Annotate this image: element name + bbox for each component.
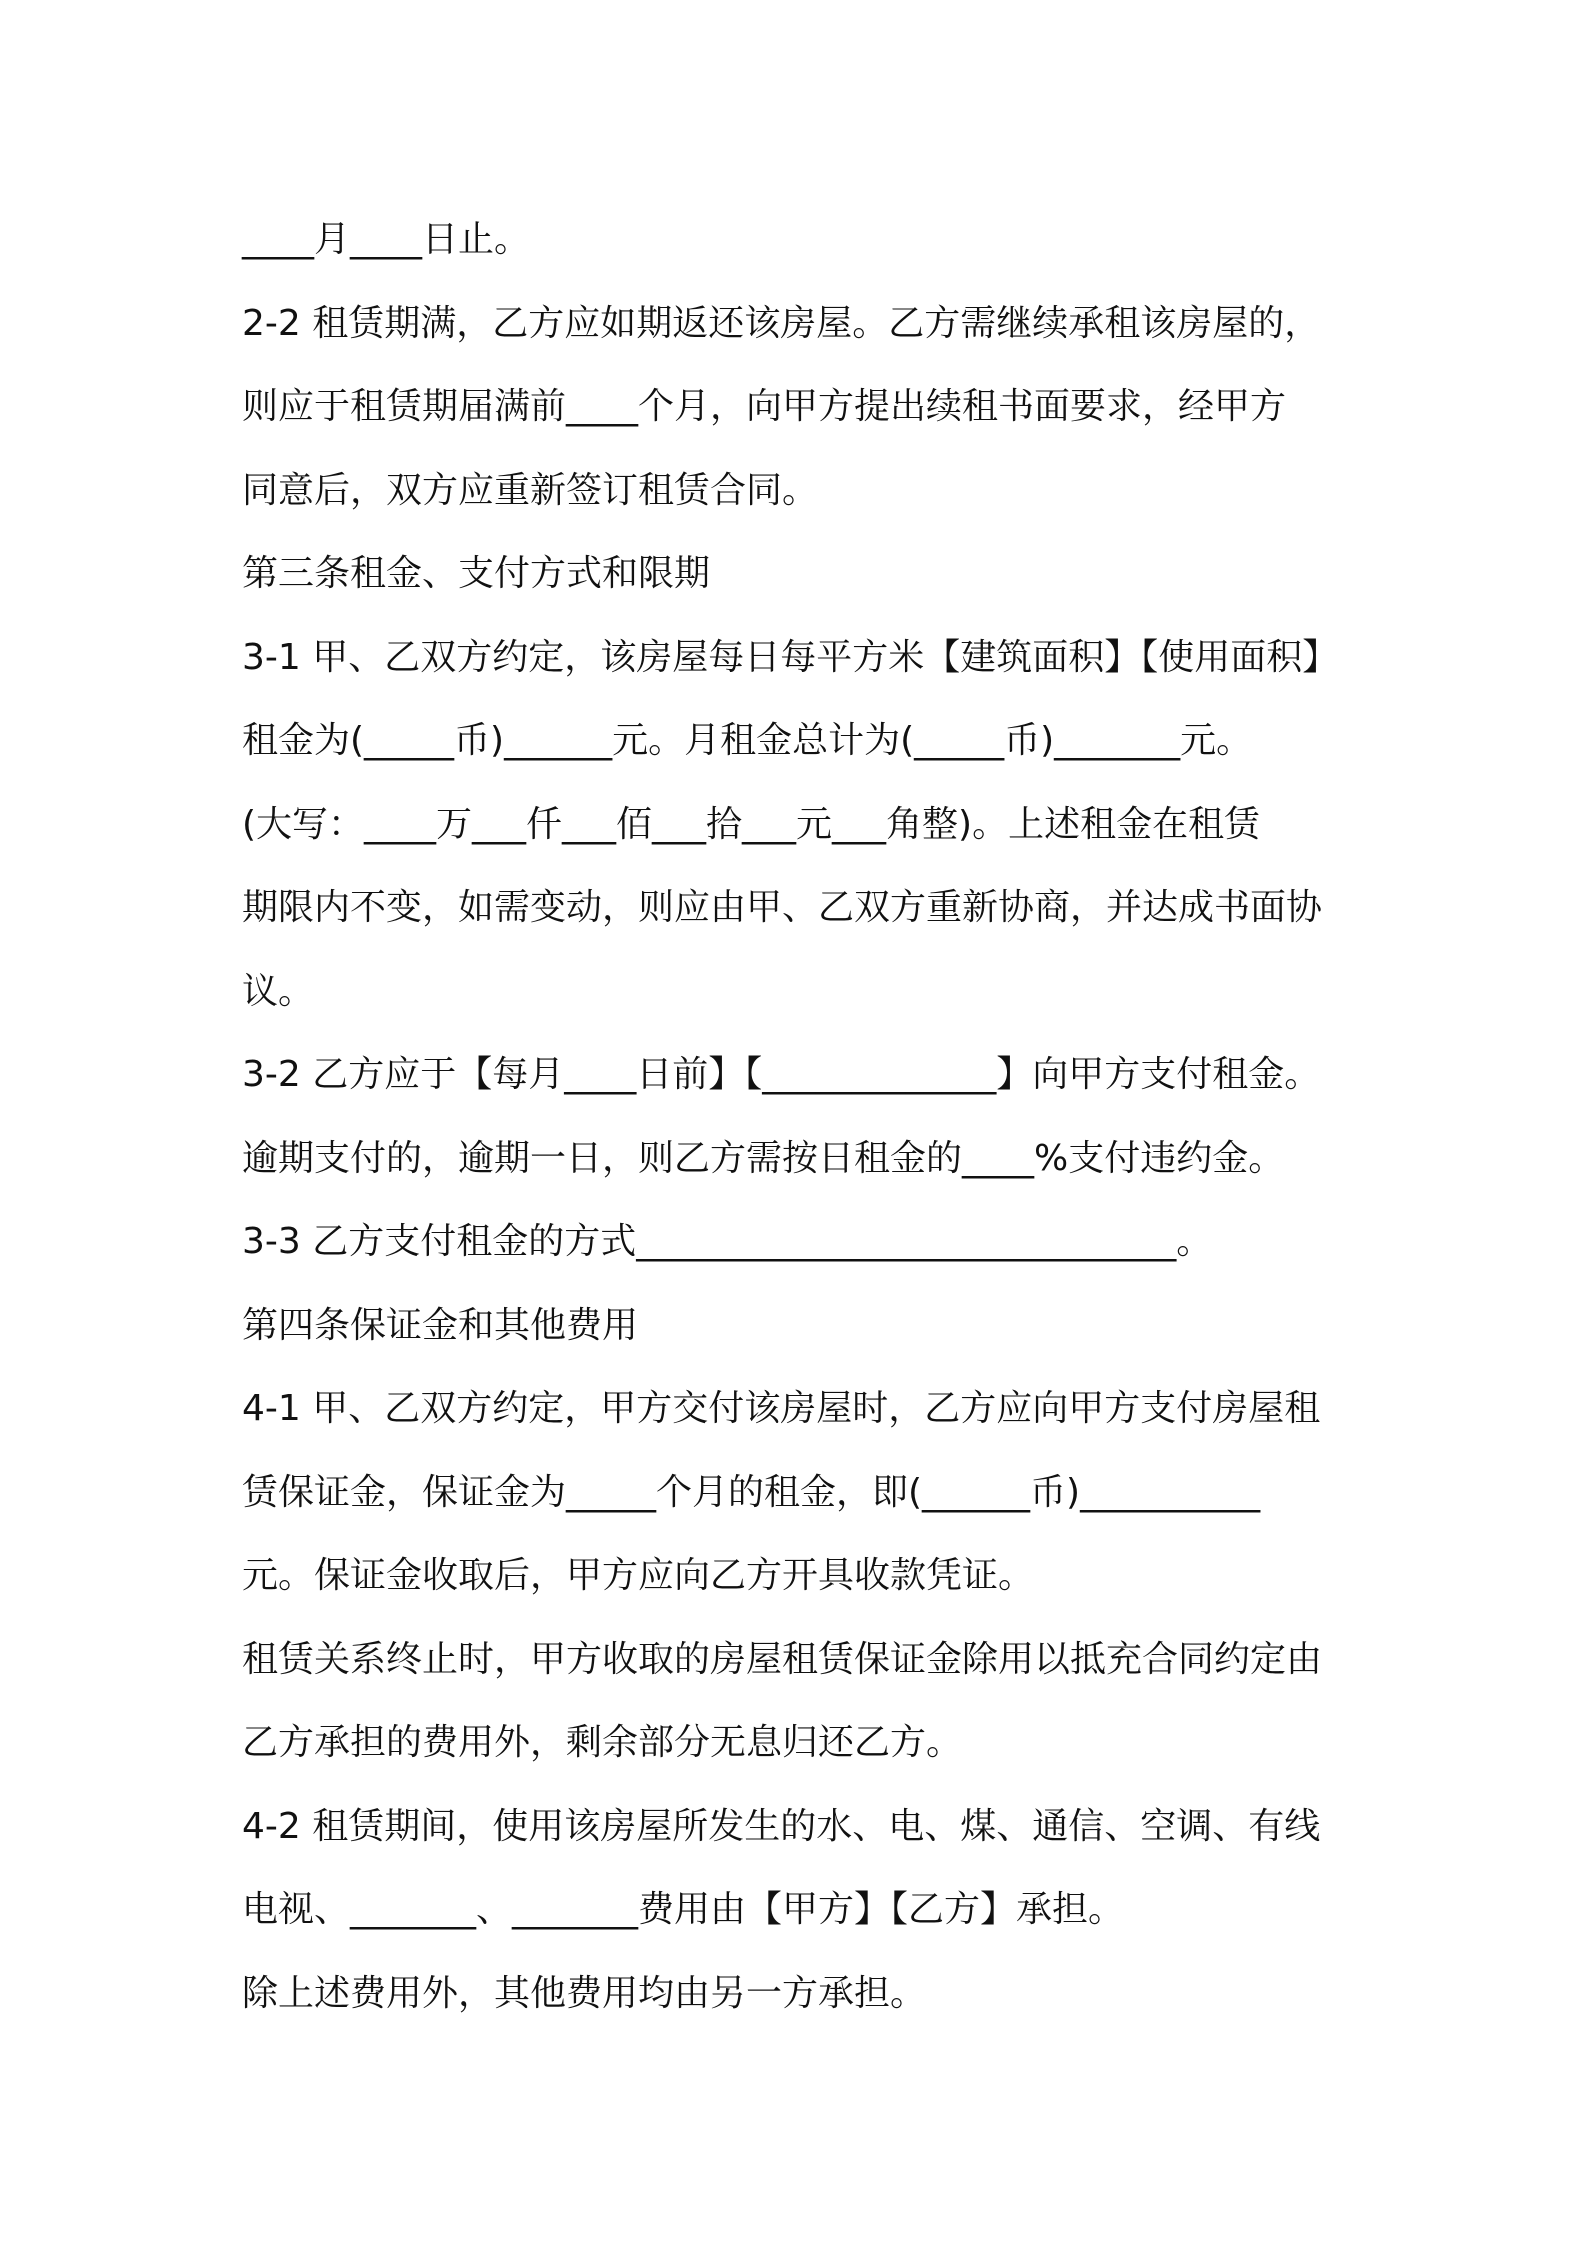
text-line: 除上述费用外，其他费用均由另一方承担。 [242,1972,927,2014]
text-line: 同意后，双方应重新签订租赁合同。 [242,469,819,511]
section-heading: 第四条保证金和其他费用 [242,1304,639,1346]
text-line: 电视、_______、_______费用由【甲方】【乙方】承担。 [242,1889,1125,1930]
text-line: 4-2 租赁期间，使用该房屋所发生的水、电、煤、通信、空调、有线 [242,1805,1321,1847]
text-line: 租赁关系终止时，甲方收取的房屋租赁保证金除用以抵充合同约定由 [242,1638,1323,1680]
text-line: 期限内不变，如需变动，则应由甲、乙双方重新协商，并达成书面协 [242,887,1323,928]
document-body [242,198,1372,2035]
text-line: 元。保证金收取后，甲方应向乙方开具收款凭证。 [242,1555,1035,1596]
text-line: 赁保证金，保证金为_____个月的租金，即(______币)__________ [242,1471,1261,1513]
section-heading: 第三条租金、支付方式和限期 [242,553,711,594]
text-line: 租金为(_____币)______元。月租金总计为(_____币)_______元。 [242,720,1253,761]
text-line: 乙方承担的费用外，剩余部分无息归还乙方。 [242,1722,963,1763]
text-line: 4-1 甲、乙双方约定，甲方交付该房屋时，乙方应向甲方支付房屋租 [242,1388,1321,1429]
text-line: 3-3 乙方支付租金的方式______________________________。 [242,1221,1213,1262]
text-line: 则应于租赁期届满前____个月，向甲方提出续租书面要求，经甲方 [242,386,1287,427]
text-line: 3-2 乙方应于【每月____日前】【_____________】向甲方支付租金。 [242,1054,1321,1095]
text-line: 逾期支付的，逾期一日，则乙方需按日租金的____%支付违约金。 [242,1137,1285,1179]
text-line: 3-1 甲、乙双方约定，该房屋每日每平方米【建筑面积】【使用面积】 [242,636,1339,678]
text-line: 议。 [242,970,315,1012]
text-line: (大写：____万___仟___佰___拾___元___角整)。上述租金在租赁 [242,803,1261,845]
text-line: 2-2 租赁期满，乙方应如期返还该房屋。乙方需继续承租该房屋的， [242,302,1321,344]
text-line: ____月____日止。 [242,219,531,260]
